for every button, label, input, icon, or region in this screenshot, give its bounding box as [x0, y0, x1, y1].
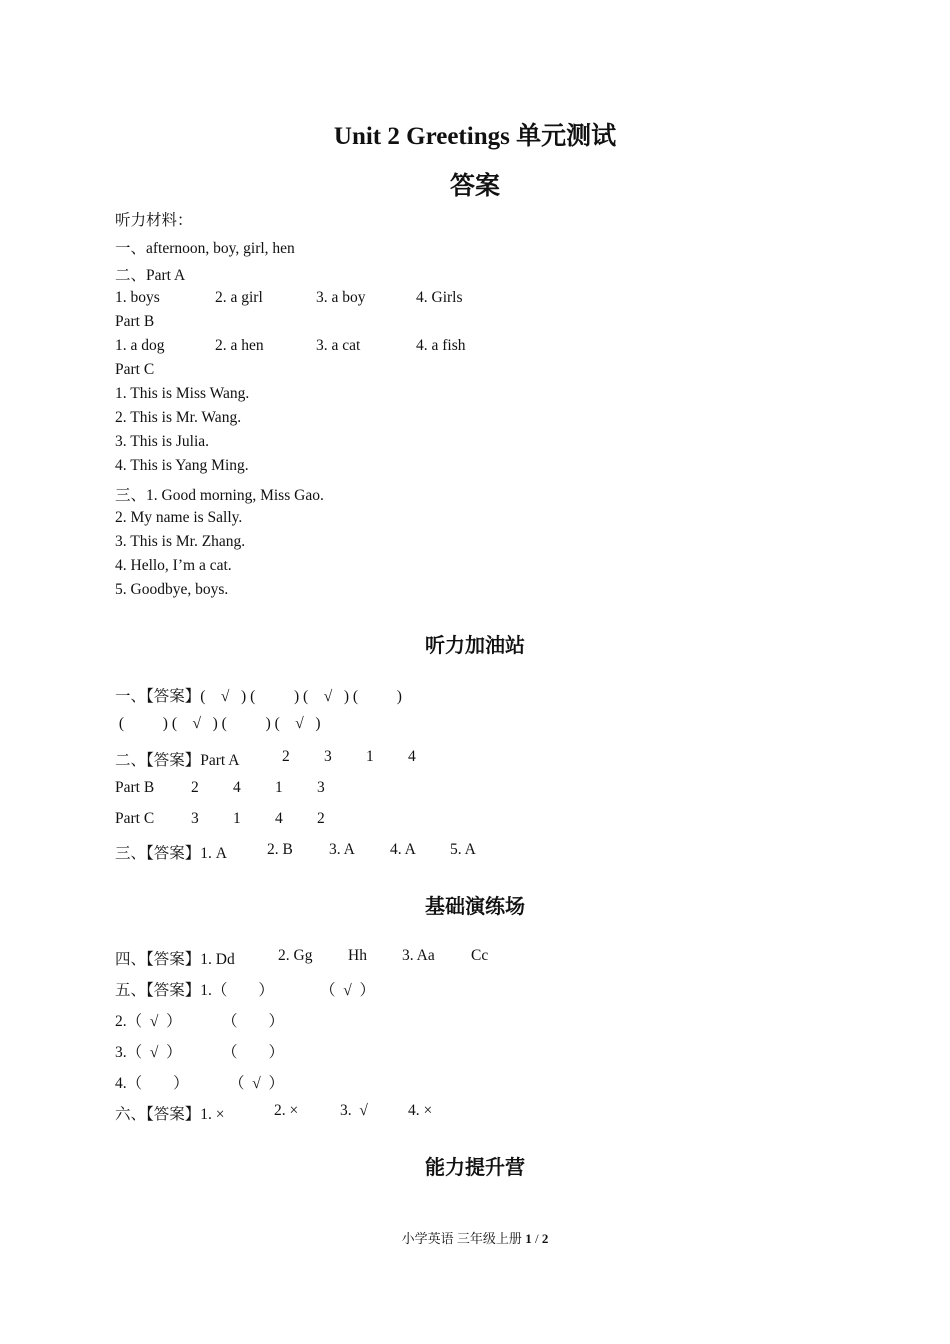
answer-3-prefix: 三、【答案】1. A	[115, 845, 227, 862]
material-partB-item: 3. a cat	[316, 337, 361, 354]
material-q2-label: 二、Part A	[115, 267, 186, 284]
document-title: Unit 2 Greetings 单元测试	[333, 123, 617, 150]
material-q3-item: 2. My name is Sally.	[115, 509, 243, 526]
answer-6-value: 3. √	[340, 1102, 368, 1119]
answer-1-line-1: 一、【答案】( √ ) ( ) ( √ ) ( )	[115, 688, 402, 705]
answer-5-line-3-left: 3.（ √ ）	[115, 1044, 182, 1061]
answer-6-prefix: 六、【答案】1. ×	[115, 1106, 225, 1123]
section-heading-listening: 听力加油站	[425, 635, 525, 657]
answer-2-value: 4	[233, 779, 241, 796]
section-heading-ability: 能力提升营	[425, 1157, 525, 1179]
answer-2-value: 3	[317, 779, 325, 796]
listening-material-heading: 听力材料：	[115, 212, 193, 229]
footer-text: 小学英语 三年级上册	[401, 1231, 526, 1246]
answer-2-partB-label: Part B	[115, 779, 155, 796]
answer-6-value: 2. ×	[274, 1102, 299, 1119]
material-partC-item: 4. This is Yang Ming.	[115, 457, 249, 474]
material-partA-item: 2. a girl	[215, 289, 263, 306]
answer-4-value: Hh	[348, 947, 367, 964]
answer-5-line-2-left: 2.（ √ ）	[115, 1013, 182, 1030]
material-partC-label: Part C	[115, 361, 155, 378]
answer-2-value: 3	[191, 810, 199, 827]
material-q3-item: 5. Goodbye, boys.	[115, 581, 229, 598]
material-partB-label: Part B	[115, 313, 155, 330]
material-partC-item: 3. This is Julia.	[115, 433, 210, 450]
material-partC-item: 1. This is Miss Wang.	[115, 385, 250, 402]
answer-5-line-1-left: 五、【答案】1.（ ）	[115, 982, 274, 999]
footer-separator: /	[531, 1231, 542, 1246]
answer-4-value: 2. Gg	[278, 947, 313, 964]
answer-5-line-3-right: （ ）	[222, 1044, 285, 1061]
material-q3-item: 4. Hello, I’m a cat.	[115, 557, 232, 574]
answer-4-value: Cc	[471, 947, 489, 964]
answer-5-line-4-right: （ √ ）	[229, 1075, 285, 1092]
material-q3-item: 三、1. Good morning, Miss Gao.	[115, 487, 324, 504]
answer-2-prefix: 二、【答案】Part A	[115, 752, 240, 769]
answer-2-partC-label: Part C	[115, 810, 155, 827]
material-partA-item: 3. a boy	[316, 289, 366, 306]
answer-2-value: 2	[282, 748, 290, 765]
answer-6-value: 4. ×	[408, 1102, 433, 1119]
footer-page-number: 1	[525, 1231, 532, 1246]
answer-4-prefix: 四、【答案】1. Dd	[115, 951, 235, 968]
material-q3-item: 3. This is Mr. Zhang.	[115, 533, 246, 550]
answer-2-value: 2	[317, 810, 325, 827]
document-subtitle: 答案	[449, 173, 500, 200]
material-partA-item: 4. Girls	[416, 289, 463, 306]
material-partA-item: 1. boys	[115, 289, 160, 306]
answer-3-value: 4. A	[390, 841, 416, 858]
material-q1: 一、afternoon, boy, girl, hen	[115, 240, 295, 257]
answer-3-value: 2. B	[267, 841, 293, 858]
answer-5-line-1-right: （ √ ）	[320, 982, 376, 999]
answer-2-value: 1	[275, 779, 283, 796]
page-footer	[0, 1228, 950, 1247]
answer-3-value: 5. A	[450, 841, 476, 858]
answer-2-value: 1	[233, 810, 241, 827]
answer-5-line-4-left: 4.（ ）	[115, 1075, 189, 1092]
answer-2-value: 2	[191, 779, 199, 796]
answer-2-value: 4	[275, 810, 283, 827]
answer-2-value: 1	[366, 748, 374, 765]
answer-2-value: 4	[408, 748, 416, 765]
material-partC-item: 2. This is Mr. Wang.	[115, 409, 242, 426]
material-partB-item: 4. a fish	[416, 337, 466, 354]
answer-2-value: 3	[324, 748, 332, 765]
material-partB-item: 1. a dog	[115, 337, 165, 354]
answer-4-value: 3. Aa	[402, 947, 435, 964]
section-heading-basics: 基础演练场	[425, 896, 525, 918]
footer-page-total: 2	[541, 1231, 549, 1246]
answer-3-value: 3. A	[329, 841, 355, 858]
answer-5-line-2-right: （ ）	[222, 1013, 285, 1030]
material-partB-item: 2. a hen	[215, 337, 264, 354]
answer-1-line-2: ( ) ( √ ) ( ) ( √ )	[115, 715, 321, 732]
